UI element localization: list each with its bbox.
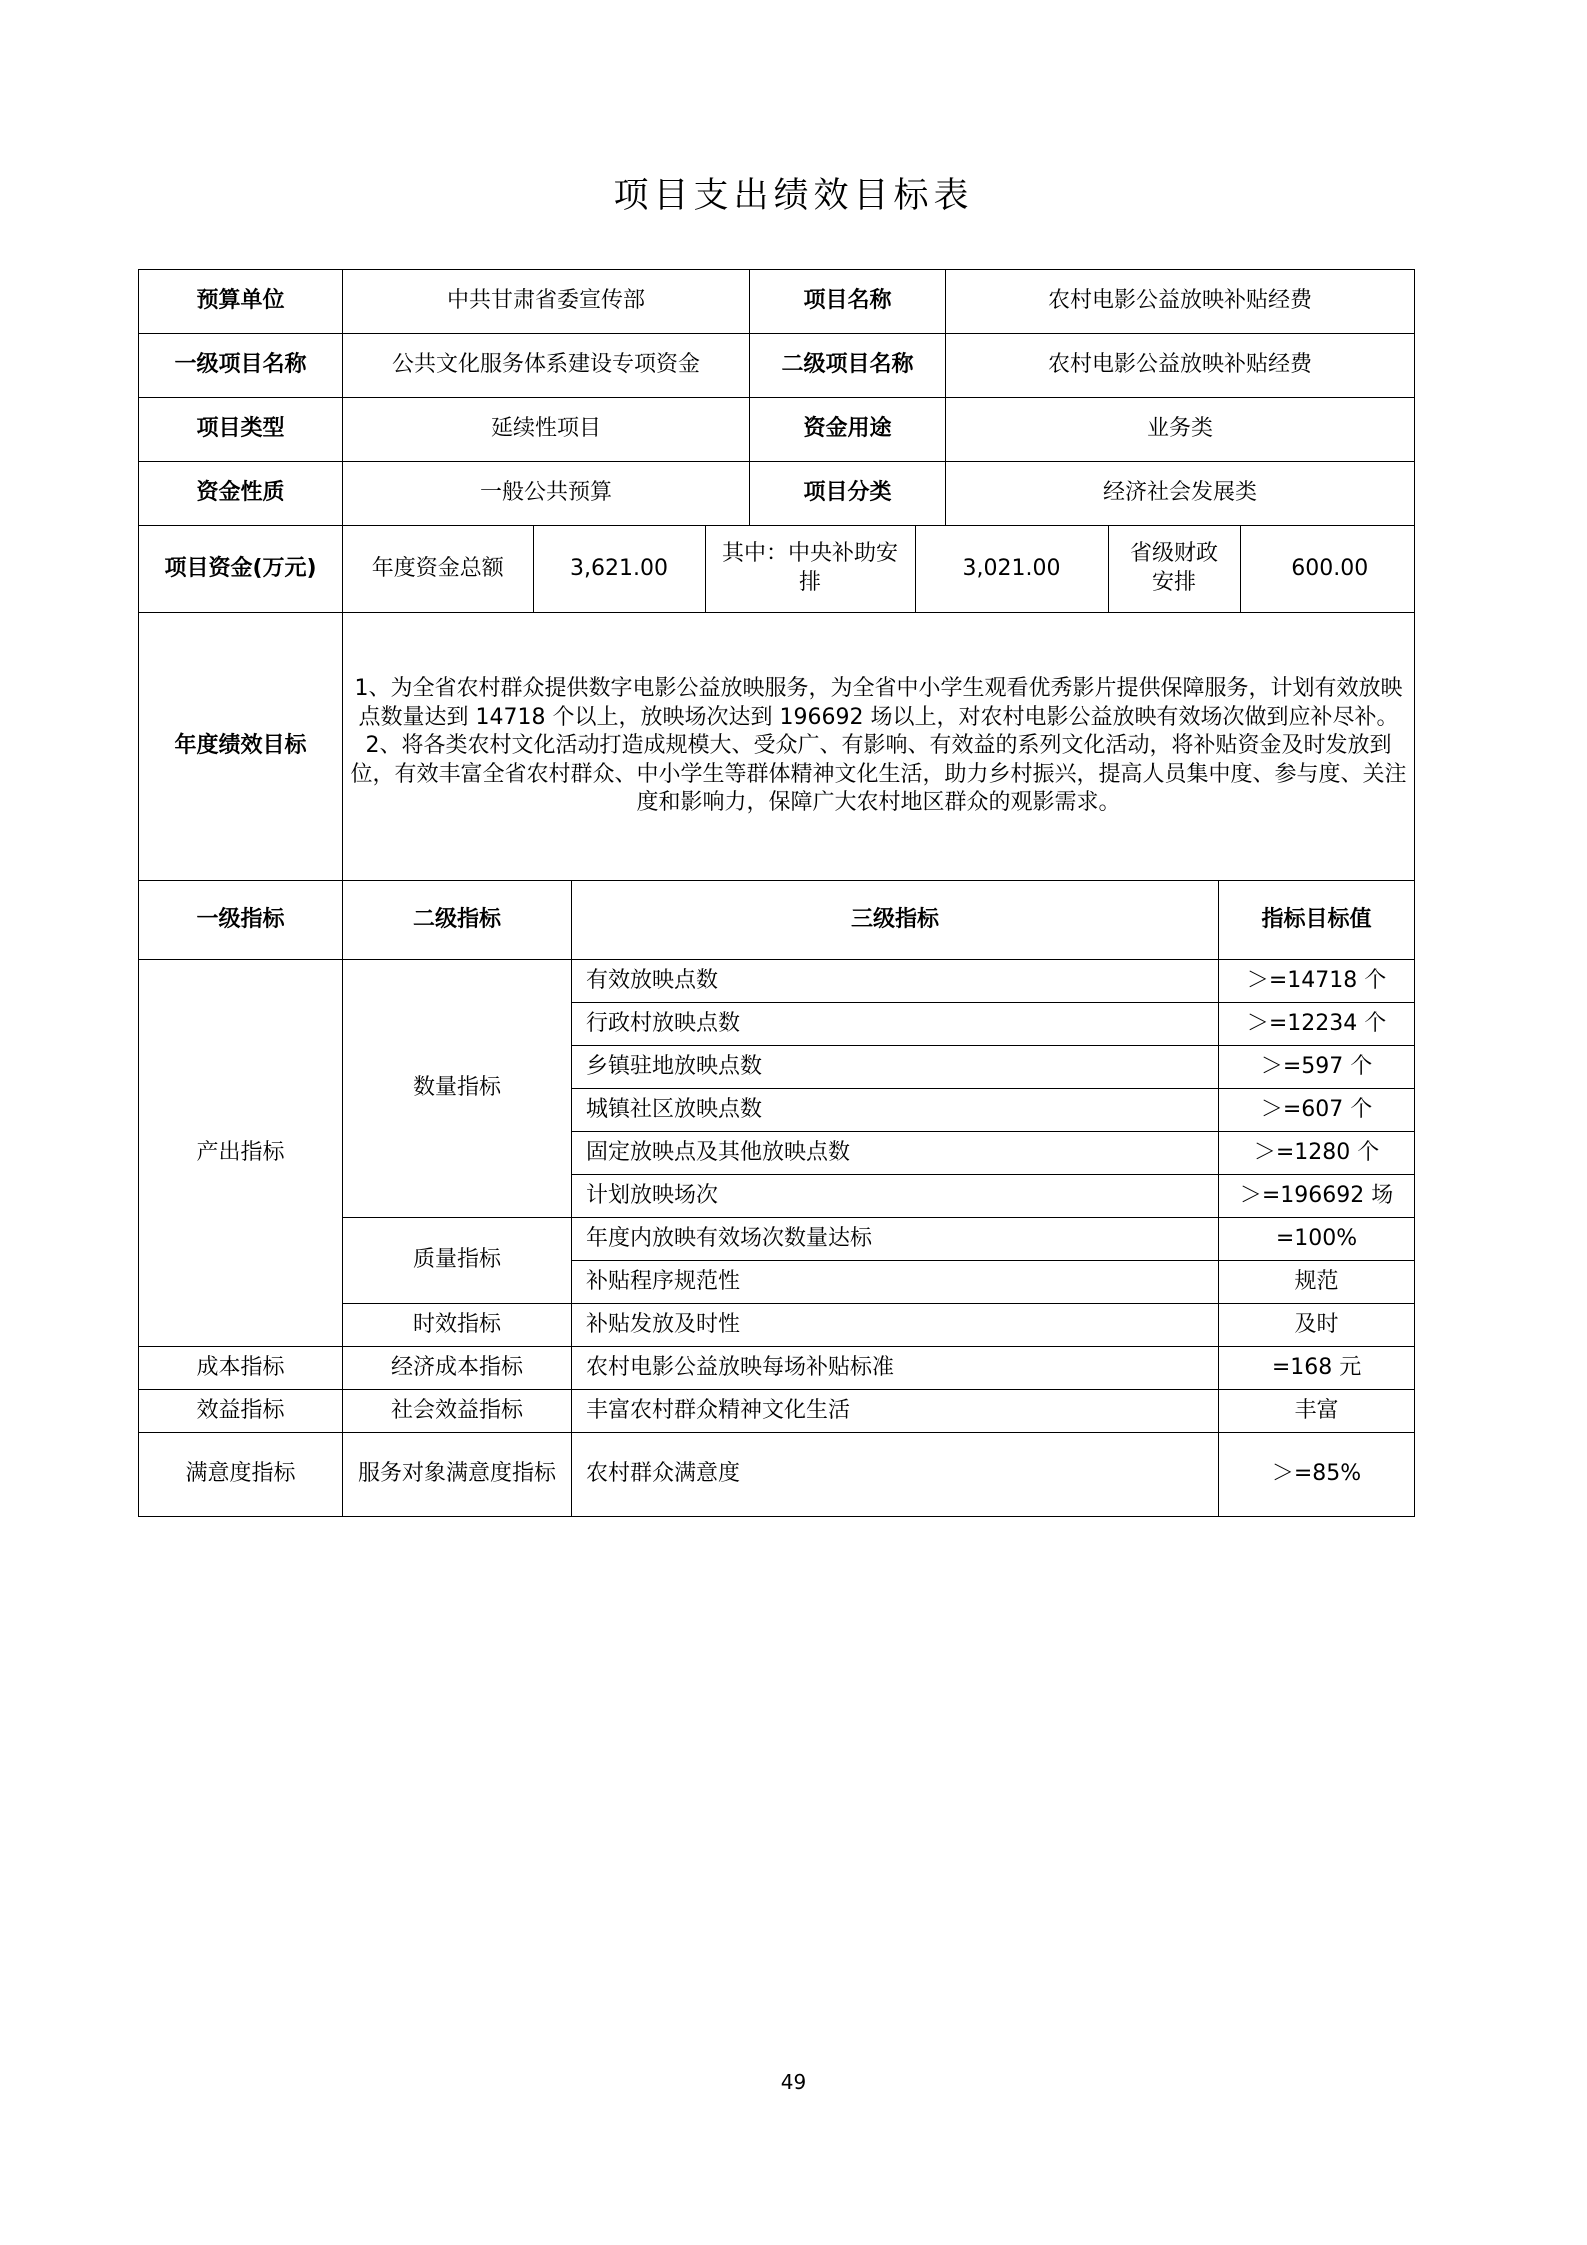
header-level3: 三级指标 [572,881,1219,960]
table-row [139,1390,1415,1433]
funds-total-value: 3,621.00 [533,526,705,612]
row-level1 [139,334,1415,398]
level2-label: 二级项目名称 [750,334,946,398]
category-value: 经济社会发展类 [946,462,1415,526]
indicator-name: 计划放映场次 [572,1175,1219,1218]
funds-central-value: 3,021.00 [915,526,1108,612]
quantity-indicator: 数量指标 [343,960,572,1218]
cost-indicator: 成本指标 [139,1347,343,1390]
performance-target-table [138,269,1415,1517]
indicator-name: 年度内放映有效场次数量达标 [572,1218,1219,1261]
table-row [139,1433,1415,1517]
budget-unit-value: 中共甘肃省委宣传部 [343,270,750,334]
usage-value: 业务类 [946,398,1415,462]
indicator-target: 及时 [1219,1304,1415,1347]
project-name-label: 项目名称 [750,270,946,334]
quality-indicator: 质量指标 [343,1218,572,1304]
funds-provincial-label: 省级财政安排 [1108,526,1240,612]
indicator-target: 丰富 [1219,1390,1415,1433]
funds-provincial-value: 600.00 [1240,526,1415,612]
row-funds [139,526,1415,613]
budget-unit-label: 预算单位 [139,270,343,334]
level1-label: 一级项目名称 [139,334,343,398]
indicator-target: =100% [1219,1218,1415,1261]
level1-value: 公共文化服务体系建设专项资金 [343,334,750,398]
indicator-name: 乡镇驻地放映点数 [572,1046,1219,1089]
benefit-indicator: 效益指标 [139,1390,343,1433]
indicator-target: ＞=14718 个 [1219,960,1415,1003]
indicator-name: 补贴发放及时性 [572,1304,1219,1347]
funds-central-label: 其中：中央补助安排 [705,526,915,612]
funds-subtable [343,526,1415,612]
table-row [139,1347,1415,1390]
row-type [139,398,1415,462]
indicator-name: 城镇社区放映点数 [572,1089,1219,1132]
indicator-name: 有效放映点数 [572,960,1219,1003]
economic-cost-indicator: 经济成本指标 [343,1347,572,1390]
indicator-name: 丰富农村群众精神文化生活 [572,1390,1219,1433]
level2-value: 农村电影公益放映补贴经费 [946,334,1415,398]
indicator-target: ＞=1280 个 [1219,1132,1415,1175]
indicator-target: ＞=196692 场 [1219,1175,1415,1218]
indicator-target: 规范 [1219,1261,1415,1304]
page-title: 项目支出绩效目标表 [613,176,974,216]
category-label: 项目分类 [750,462,946,526]
indicator-name: 固定放映点及其他放映点数 [572,1132,1219,1175]
header-level2: 二级指标 [343,881,572,960]
goal-label: 年度绩效目标 [139,613,343,881]
funds-cell [343,526,1415,613]
usage-label: 资金用途 [750,398,946,462]
indicator-name: 行政村放映点数 [572,1003,1219,1046]
social-benefit-indicator: 社会效益指标 [343,1390,572,1433]
output-indicator: 产出指标 [139,960,343,1347]
table-row [139,960,1415,1003]
project-name-value: 农村电影公益放映补贴经费 [946,270,1415,334]
indicator-name: 补贴程序规范性 [572,1261,1219,1304]
page-number: 49 [780,2070,807,2094]
nature-label: 资金性质 [139,462,343,526]
funds-total-label: 年度资金总额 [371,555,504,581]
indicator-target: ＞=607 个 [1219,1089,1415,1132]
header-target: 指标目标值 [1219,881,1415,960]
row-budget-unit [139,270,1415,334]
satisfaction-indicator: 满意度指标 [139,1433,343,1517]
type-value: 延续性项目 [343,398,750,462]
header-level1: 一级指标 [139,881,343,960]
indicator-target: ＞=12234 个 [1219,1003,1415,1046]
nature-value: 一般公共预算 [343,462,750,526]
row-nature [139,462,1415,526]
indicator-target: =168 元 [1219,1347,1415,1390]
indicator-header-row [139,881,1415,960]
indicator-target: ＞=85% [1219,1433,1415,1517]
goal-text: 1、为全省农村群众提供数字电影公益放映服务，为全省中小学生观看优秀影片提供保障服务，计划有效放映点数量达到 14718 个以上，放映场次达到 196692 场以上，对农村电影公益放映有效场次做到应补尽补。2、将各类农村文化活动打造成规模大、受众广、有影响、有效益的系列文化活动，将补贴资金及时发放到位，有效丰富全省农村群众、中小学生等群体精神文化生活，助力乡村振兴，提高人员集中度、参与度、关注度和影响力，保障广大农村地区群众的观影需求。 [343,613,1415,881]
timeliness-indicator: 时效指标 [343,1304,572,1347]
funds-label: 项目资金(万元) [139,526,343,613]
indicator-name: 农村群众满意度 [572,1433,1219,1517]
type-label: 项目类型 [139,398,343,462]
indicator-target: ＞=597 个 [1219,1046,1415,1089]
row-goal [139,613,1415,881]
indicator-name: 农村电影公益放映每场补贴标准 [572,1347,1219,1390]
service-satisfaction-indicator: 服务对象满意度指标 [343,1433,572,1517]
